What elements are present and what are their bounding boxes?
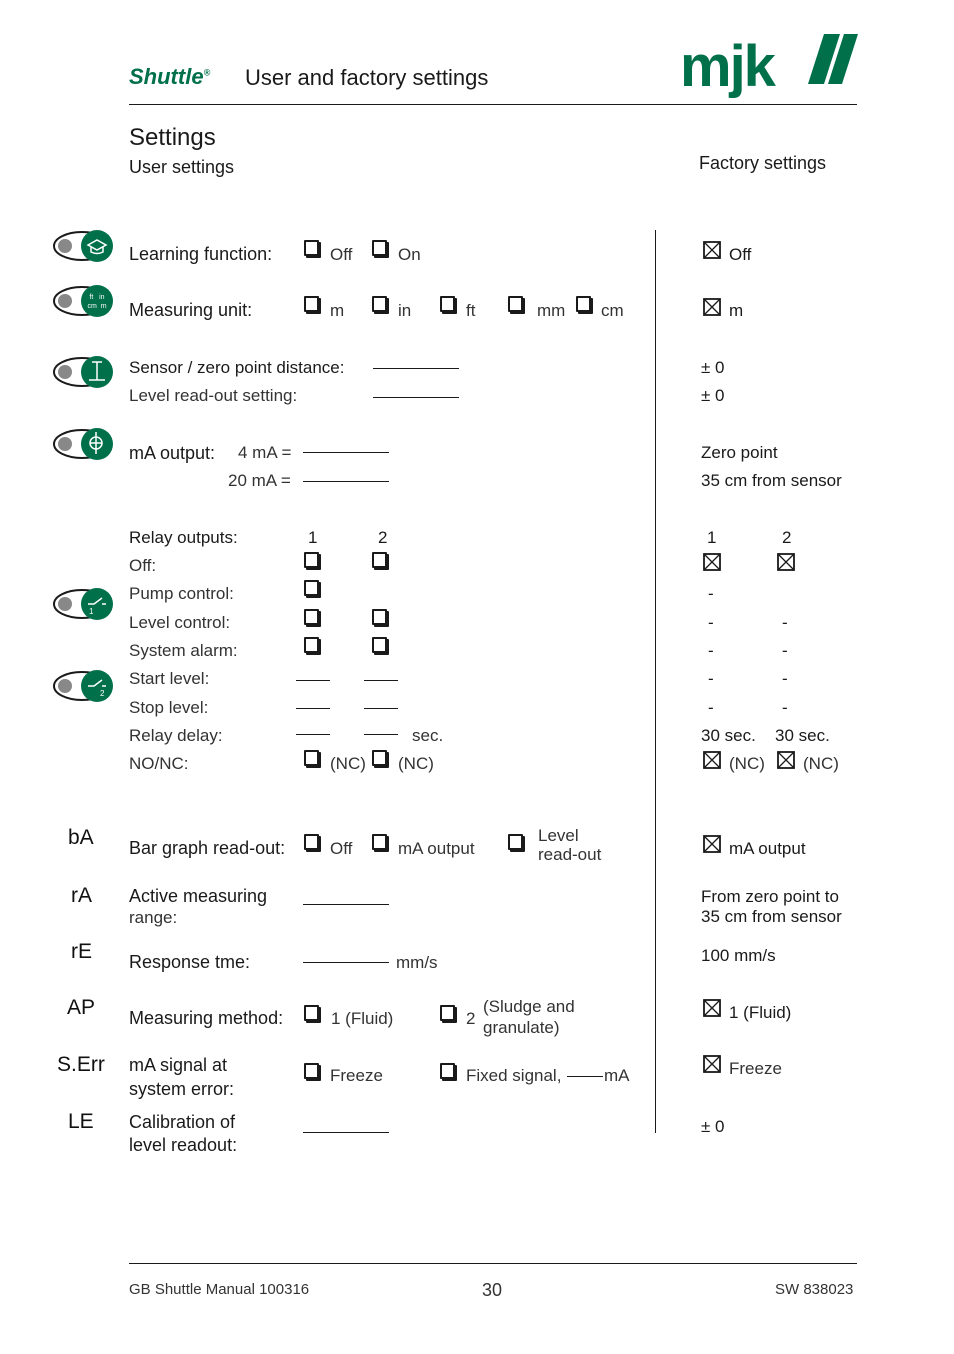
brand-logo <box>129 64 210 90</box>
bar-off-checkbox[interactable] <box>304 834 319 850</box>
relay2-start-field[interactable] <box>364 680 398 681</box>
relay2-nc-label: (NC) <box>398 754 434 773</box>
relay-off-label: Off: <box>129 556 157 575</box>
relay2-alarm-checkbox[interactable] <box>372 637 387 653</box>
header-rule <box>129 104 857 105</box>
factory-relay1-delay: 30 sec. <box>701 726 756 745</box>
method-2-label-2: granulate) <box>483 1018 560 1037</box>
footer-manual: GB Shuttle Manual 100316 <box>129 1281 310 1298</box>
relay-2-key-icon <box>52 668 116 704</box>
bar-level-checkbox[interactable] <box>508 834 523 850</box>
unit-key-icon <box>52 283 116 319</box>
bar-graph-code: bA <box>68 826 94 849</box>
factory-bar-value: mA output <box>729 839 806 858</box>
le-label-2: level readout: <box>129 1135 238 1155</box>
serr-label-1: mA signal at <box>129 1055 228 1075</box>
unit-ft-label: ft <box>466 301 476 320</box>
ma-output-label: mA output: <box>129 443 216 463</box>
unit-cm-label: cm <box>601 301 624 320</box>
relay-outputs-label: Relay outputs: <box>129 528 238 547</box>
brand-name: Shuttle <box>129 64 204 89</box>
learning-function-label: Learning function: <box>129 244 273 264</box>
footer-rule <box>129 1263 857 1264</box>
factory-relay1-stop: - <box>708 698 714 717</box>
factory-unit-checked-icon <box>703 298 721 316</box>
response-unit: mm/s <box>396 953 438 972</box>
bar-level-label-2: read-out <box>538 845 602 864</box>
serr-freeze-checkbox[interactable] <box>304 1063 319 1079</box>
bar-ma-label: mA output <box>398 839 475 858</box>
method-2-label-1: (Sludge and <box>483 997 575 1016</box>
factory-ma-value-1: Zero point <box>701 443 778 462</box>
factory-settings-heading: Factory settings <box>699 153 827 173</box>
range-field[interactable] <box>303 904 389 905</box>
le-field[interactable] <box>303 1132 389 1133</box>
zero-point-key-icon <box>52 354 116 390</box>
relay-delay-unit: sec. <box>412 726 444 745</box>
relay1-off-checkbox[interactable] <box>304 552 319 568</box>
relay-nonc-label: NO/NC: <box>129 754 189 773</box>
le-code: LE <box>68 1110 94 1133</box>
sensor-distance-label: Sensor / zero point distance: <box>129 358 345 377</box>
factory-relay1-off-checked-icon <box>703 553 721 571</box>
ma-output-key-icon <box>52 426 116 462</box>
relay1-level-checkbox[interactable] <box>304 609 319 625</box>
svg-text:2: 2 <box>100 689 105 698</box>
relay-pump-label: Pump control: <box>129 584 234 603</box>
bar-off-label: Off <box>330 839 353 858</box>
range-label-1: Active measuring <box>129 886 268 906</box>
level-readout-setting-label: Level read-out setting: <box>129 386 298 405</box>
relay1-nc-label: (NC) <box>330 754 366 773</box>
relay-col-2: 2 <box>378 528 388 547</box>
factory-method-checked-icon <box>703 999 721 1017</box>
learning-off-checkbox[interactable] <box>304 240 319 256</box>
factory-relay1-start: - <box>708 669 714 688</box>
factory-relay2-start: - <box>782 669 788 688</box>
factory-relay2-nc-label: (NC) <box>803 754 839 773</box>
range-code: rA <box>71 884 92 907</box>
method-1-label: 1 (Fluid) <box>331 1009 394 1028</box>
unit-ft-checkbox[interactable] <box>440 296 455 312</box>
ma-4-field[interactable] <box>303 452 389 453</box>
unit-cm-checkbox[interactable] <box>576 296 591 312</box>
relay2-level-checkbox[interactable] <box>372 609 387 625</box>
method-2-checkbox[interactable] <box>440 1005 455 1021</box>
relay1-nc-checkbox[interactable] <box>304 750 319 766</box>
factory-learning-value: Off <box>729 245 752 264</box>
bar-level-label-1: Level <box>538 826 579 845</box>
method-code: AP <box>67 996 96 1019</box>
relay-col-1: 1 <box>308 528 318 547</box>
method-2-num: 2 <box>466 1009 476 1028</box>
sensor-distance-field[interactable] <box>373 368 459 369</box>
factory-relay2-delay: 30 sec. <box>775 726 830 745</box>
factory-relay2-level: - <box>782 613 788 632</box>
range-label-2: range: <box>129 908 178 927</box>
section-title: Settings <box>129 124 216 151</box>
relay2-off-checkbox[interactable] <box>372 552 387 568</box>
factory-sensor-value: ± 0 <box>701 358 725 377</box>
bar-ma-checkbox[interactable] <box>372 834 387 850</box>
factory-relay1-level: - <box>708 613 714 632</box>
learning-key-icon <box>52 228 116 264</box>
unit-mm-checkbox[interactable] <box>508 296 523 312</box>
response-field[interactable] <box>303 962 389 963</box>
ma-20-label: 20 mA = <box>228 471 291 490</box>
factory-relay1-alarm: - <box>708 641 714 660</box>
bar-graph-label: Bar graph read-out: <box>129 838 286 858</box>
factory-ma-value-2: 35 cm from sensor <box>701 471 842 490</box>
relay-stop-label: Stop level: <box>129 698 209 717</box>
relay2-stop-field[interactable] <box>364 708 398 709</box>
footer-software: SW 838023 <box>775 1281 854 1298</box>
factory-relay2-stop: - <box>782 698 788 717</box>
unit-m-checkbox[interactable] <box>304 296 319 312</box>
method-1-checkbox[interactable] <box>304 1005 319 1021</box>
unit-icon-bottom-text: cm m <box>87 303 107 310</box>
factory-relay-col-1: 1 <box>707 528 717 547</box>
factory-serr-value: Freeze <box>729 1059 782 1078</box>
measuring-unit-label: Measuring unit: <box>129 300 253 320</box>
page-number: 30 <box>482 1280 503 1300</box>
relay-alarm-label: System alarm: <box>129 641 238 660</box>
factory-relay1-nc-checked-icon <box>703 751 721 769</box>
brand-mark: ® <box>203 67 211 78</box>
factory-method-value: 1 (Fluid) <box>729 1003 792 1022</box>
relay1-alarm-checkbox[interactable] <box>304 637 319 653</box>
relay-1-key-icon <box>52 586 116 622</box>
serr-code: S.Err <box>57 1053 105 1076</box>
relay-level-label: Level control: <box>129 613 231 632</box>
learning-off-label: Off <box>330 245 353 264</box>
response-label: Response tme: <box>129 952 251 972</box>
relay1-stop-field[interactable] <box>296 708 330 709</box>
ma-4-label: 4 mA = <box>238 443 292 462</box>
user-settings-heading: User settings <box>129 157 235 177</box>
mjk-logo-text: mjk <box>680 34 774 99</box>
learning-on-label: On <box>398 245 421 264</box>
factory-range-value-1: From zero point to <box>701 887 839 906</box>
unit-in-label: in <box>398 301 412 320</box>
factory-readout-value: ± 0 <box>701 386 725 405</box>
serr-fixed-checkbox[interactable] <box>440 1063 455 1079</box>
column-divider <box>655 230 656 1133</box>
serr-fixed-field[interactable] <box>567 1076 603 1077</box>
response-code: rE <box>71 940 92 963</box>
unit-in-checkbox[interactable] <box>372 296 387 312</box>
relay1-start-field[interactable] <box>296 680 330 681</box>
svg-text:1: 1 <box>89 607 94 616</box>
method-label: Measuring method: <box>129 1008 284 1028</box>
relay1-delay-field[interactable] <box>296 734 330 735</box>
factory-range-value-2: 35 cm from sensor <box>701 907 842 926</box>
relay2-delay-field[interactable] <box>364 734 398 735</box>
factory-learning-checked-icon <box>703 241 721 259</box>
serr-freeze-label: Freeze <box>330 1066 383 1085</box>
factory-bar-checked-icon <box>703 835 721 853</box>
level-readout-setting-field[interactable] <box>373 397 459 398</box>
factory-response-value: 100 mm/s <box>701 946 776 965</box>
factory-relay2-off-checked-icon <box>777 553 795 571</box>
factory-relay-col-2: 2 <box>782 528 792 547</box>
factory-relay2-nc-checked-icon <box>777 751 795 769</box>
mjk-logo <box>678 30 860 102</box>
le-label-1: Calibration of <box>129 1112 236 1132</box>
unit-icon-top-text: ft in <box>89 294 105 301</box>
relay-delay-label: Relay delay: <box>129 726 223 745</box>
ma-20-field[interactable] <box>303 481 389 482</box>
serr-label-2: system error: <box>129 1079 235 1099</box>
learning-on-checkbox[interactable] <box>372 240 387 256</box>
serr-fixed-label: Fixed signal, <box>466 1066 562 1085</box>
factory-relay2-alarm: - <box>782 641 788 660</box>
relay1-pump-checkbox[interactable] <box>304 580 319 596</box>
serr-fixed-unit: mA <box>604 1066 630 1085</box>
unit-mm-label: mm <box>537 301 566 320</box>
page-header-title: User and factory settings <box>245 65 489 90</box>
factory-relay1-nc-label: (NC) <box>729 754 765 773</box>
relay2-nc-checkbox[interactable] <box>372 750 387 766</box>
factory-relay1-pump: - <box>708 584 714 603</box>
factory-le-value: ± 0 <box>701 1117 725 1136</box>
factory-serr-checked-icon <box>703 1055 721 1073</box>
factory-unit-value: m <box>729 301 744 320</box>
relay-start-label: Start level: <box>129 669 210 688</box>
unit-m-label: m <box>330 301 345 320</box>
